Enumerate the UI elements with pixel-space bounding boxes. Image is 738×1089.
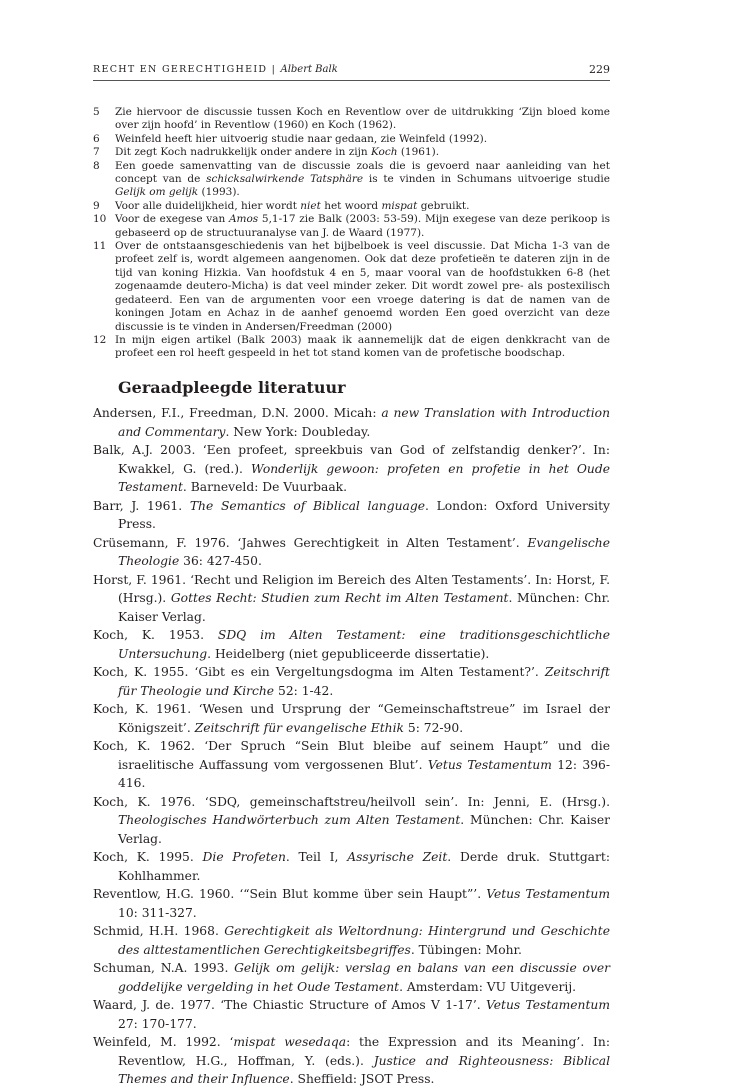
footnote-text: het woord	[320, 199, 382, 212]
footnote-text: Een goede samenvatting van de discussie zoals die is gevoerd naar aanleiding van het concept van de	[115, 159, 610, 186]
reference-reventlow-1960	[93, 885, 610, 922]
footnote-text: (1993).	[198, 186, 240, 199]
reference-text: . Tübingen: Mohr.	[410, 942, 522, 957]
reference-text: 36: 427-450.	[179, 554, 262, 568]
footnote-9	[93, 200, 610, 213]
reference-koch-1961	[93, 700, 610, 737]
footnote-italic: Gelijk om gelijk	[115, 186, 199, 199]
reference-title: a new Translation with Introduction and Commentary	[118, 406, 610, 439]
footnotes-section	[93, 106, 610, 361]
footnote-7	[93, 146, 610, 159]
footnote-12	[93, 334, 610, 361]
footnote-number: 6	[93, 132, 100, 145]
footnote-number: 5	[93, 106, 100, 118]
reference-title: SDQ im Alten Testament: eine traditionsgeschichtliche Untersuchung	[118, 628, 610, 661]
running-header	[93, 60, 610, 81]
reference-balk-2003	[93, 441, 610, 497]
reference-text: . Heidelberg (niet gepubliceerde dissertatie).	[207, 646, 490, 661]
reference-text: Schmid, H.H. 1968.	[93, 924, 225, 938]
reference-text: 10: 311-327.	[118, 905, 197, 920]
reference-title: Gottes Recht: Studien zum Recht im Alten Testament	[170, 591, 509, 605]
reference-title: Die Profeten	[202, 850, 286, 864]
reference-crusemann-1976	[93, 534, 610, 571]
reference-text: . Amsterdam: VU Uitgeverij.	[399, 979, 577, 994]
reference-title: Theologisches Handwörterbuch zum Alten Testament	[118, 813, 461, 827]
header-separator: |	[271, 64, 277, 75]
reference-horst-1961	[93, 571, 610, 627]
reference-koch-1976	[93, 793, 610, 849]
footnote-text: Voor de exegese van	[115, 213, 229, 226]
footnote-text: Voor alle duidelijkheid, hier wordt	[115, 199, 301, 212]
bibliography-list	[93, 404, 610, 1089]
reference-text: . Barneveld: De Vuurbaak.	[182, 480, 348, 494]
reference-andersen-2000	[93, 404, 610, 441]
reference-text: Koch, K. 1976. ‘SDQ, gemeinschaftstreu/heilvoll sein’. In: Jenni, E. (Hrsg.).	[93, 794, 610, 809]
footnote-number: 9	[93, 199, 100, 212]
reference-koch-1953	[93, 626, 610, 663]
reference-text: . Sheffield: JSOT Press.	[289, 1072, 435, 1086]
footnote-text: 5,1-17 zie Balk (2003: 53-59). Mijn exegese van deze perikoop is gebaseerd op de structuuranalyse van J. de Waard (1977).	[115, 213, 610, 239]
footnote-text: Over de ontstaansgeschiedenis van het bijbelboek is veel discussie. Dat Micha 1-3 van de profeet zelf is, wordt algemeen aangenomen. Ook dat deze profetieën te dateren zijn in de tijd van koning Hizkia. Van hoofdstuk 4 en 5, maar vooral van de hoofdstukken 6-8 (het zogenaamde deutero-Micha) is dat veel minder zeker. Dit wordt zowel pre- als postexilisch gedateerd. Een van de argumenten voor een vroege datering is dat de namen van de koningen Jotam en Achaz in de aanhef genoemd worden Een goed overzicht van deze discussie is te vinden in Andersen/Freedman (2000)	[115, 240, 610, 333]
page-number: 229	[589, 63, 610, 76]
reference-title: Zeitschrift für evangelische Ethik	[194, 720, 404, 735]
reference-text: Waard, J. de. 1977. ‘The Chiastic Structure of Amos V 1-17’.	[93, 998, 486, 1012]
reference-text: . London: Oxford University Press.	[118, 498, 610, 531]
running-author: Albert Balk	[280, 64, 338, 75]
reference-title: Vetus Testamentum	[427, 757, 552, 772]
reference-koch-1955	[93, 663, 610, 700]
footnote-5	[93, 106, 610, 133]
reference-text: . Teil I,	[285, 850, 348, 864]
reference-text: 27: 170-177.	[118, 1016, 197, 1031]
footnote-italic: niet	[300, 199, 321, 212]
reference-text: Horst, F. 1961. ‘Recht und Religion im Bereich des Alten Testaments’. In: Horst, F. (Hrsg.).	[93, 572, 610, 605]
reference-title: Gelijk om gelijk: verslag en balans van een discussie over goddelijke vergelding in het Oude Testament	[118, 961, 610, 994]
reference-text: Balk, A.J. 2003. ‘Een profeet, spreekbuis van God of zelfstandig denker?’. In: Kwakkel, G. (red.).	[93, 443, 610, 476]
reference-text: . New York: Doubleday.	[225, 424, 371, 439]
footnote-number: 10	[93, 213, 107, 226]
reference-title: Wonderlijk gewoon: profeten en profetie in het Oude Testament	[118, 461, 610, 494]
reference-title: mispat wesedaqa	[233, 1035, 347, 1049]
reference-text: 5: 72-90.	[403, 720, 464, 735]
footnote-8	[93, 160, 610, 200]
reference-text: Andersen, F.I., Freedman, D.N. 2000. Micah:	[93, 406, 382, 420]
reference-title: Zeitschrift für Theologie und Kirche	[118, 665, 610, 698]
footnote-10	[93, 213, 610, 240]
reference-title: Vetus Testamentum	[486, 998, 610, 1012]
footnote-italic: schicksalwirkende Tatsphäre	[206, 173, 364, 186]
footnote-11	[93, 240, 610, 334]
reference-text: . Derde druk. Stuttgart: Kohlhammer.	[118, 850, 610, 883]
reference-text: Koch, K. 1955. ‘Gibt es ein Vergeltungsdogma im Alten Testament?’.	[93, 665, 545, 679]
reference-koch-1962	[93, 737, 610, 793]
footnote-text: Zie hiervoor de discussie tussen Koch en Reventlow over de uitdrukking ‘Zijn bloed kome over zijn hoofd’ in Reventlow (1960) en Koch (1962).	[115, 106, 610, 132]
footnote-text: (1961).	[397, 146, 440, 159]
running-title: RECHT EN GERECHTIGHEID	[93, 64, 268, 75]
reference-koch-1995	[93, 848, 610, 885]
reference-text: Koch, K. 1995.	[93, 850, 203, 864]
reference-waard-1977	[93, 996, 610, 1033]
footnote-number: 12	[93, 333, 107, 346]
footnote-number: 7	[93, 146, 100, 159]
reference-text: Crüsemann, F. 1976. ‘Jahwes Gerechtigkeit in Alten Testament’.	[93, 535, 528, 550]
bibliography-heading: Geraadpleegde literatuur	[118, 378, 346, 397]
reference-text: Koch, K. 1961. ‘Wesen und Ursprung der “Gemeinschaftstreue” im Israel der Königszeit’.	[93, 702, 610, 735]
reference-title: Justice and Righteousness: Biblical Themes and their Influence	[118, 1053, 611, 1086]
footnote-text: Dit zegt Koch nadrukkelijk onder andere in zijn	[115, 146, 371, 159]
reference-text: 52: 1-42.	[274, 683, 334, 698]
reference-text: Schuman, N.A. 1993.	[93, 961, 235, 975]
footnote-text: gebruikt.	[417, 199, 470, 212]
reference-text: . München: Chr. Kaiser Verlag.	[118, 591, 610, 624]
reference-title: The Semantics of Biblical language	[189, 498, 425, 513]
footnote-text: In mijn eigen artikel (Balk 2003) maak ik aannemelijk dat de eigen denkkracht van de profeet een rol heeft gespeeld in het tot stand komen van de profetische boodschap.	[115, 333, 610, 360]
footnote-text: is te vinden in Schumans uitvoerige studie	[363, 173, 611, 186]
footnote-italic: Amos	[228, 213, 259, 226]
footnote-number: 11	[93, 240, 107, 253]
reference-text: Koch, K. 1953.	[93, 628, 218, 642]
reference-title: Vetus Testamentum	[486, 887, 610, 901]
reference-schmid-1968	[93, 922, 610, 959]
reference-text: Reventlow, H.G. 1960. ‘“Sein Blut komme über sein Haupt”’.	[93, 887, 487, 901]
footnote-italic: Koch	[370, 146, 398, 159]
footnote-text: Weinfeld heeft hier uitvoerig studie naar gedaan, zie Weinfeld (1992).	[115, 132, 488, 145]
reference-text: Koch, K. 1962. ‘Der Spruch “Sein Blut bleibe auf seinem Haupt” und die israelitische Auffassung vom vergossenen Blut’.	[93, 739, 610, 772]
running-title-line	[93, 64, 338, 75]
reference-text: Weinfeld, M. 1992. ‘	[93, 1035, 234, 1049]
footnote-number: 8	[93, 159, 100, 172]
reference-text: . München: Chr. Kaiser Verlag.	[118, 813, 610, 846]
reference-text: Barr, J. 1961.	[93, 498, 190, 513]
footnote-italic: mispat	[381, 199, 418, 212]
reference-title: Assyrische Zeit	[347, 850, 448, 864]
reference-schuman-1993	[93, 959, 610, 996]
reference-text: : the Expression and its Meaning’. In: Reventlow, H.G., Hoffman, Y. (eds.).	[118, 1035, 610, 1068]
reference-weinfeld-1992	[93, 1033, 610, 1089]
reference-barr-1961	[93, 497, 610, 534]
footnote-6	[93, 133, 610, 146]
reference-text: 12: 396-416.	[118, 757, 610, 790]
reference-title: Evangelische Theologie	[118, 535, 610, 568]
reference-title: Gerechtigkeit als Weltordnung: Hintergrund und Geschichte des alttestamentlichen Gerechtigkeitsbegriffes	[118, 924, 610, 957]
